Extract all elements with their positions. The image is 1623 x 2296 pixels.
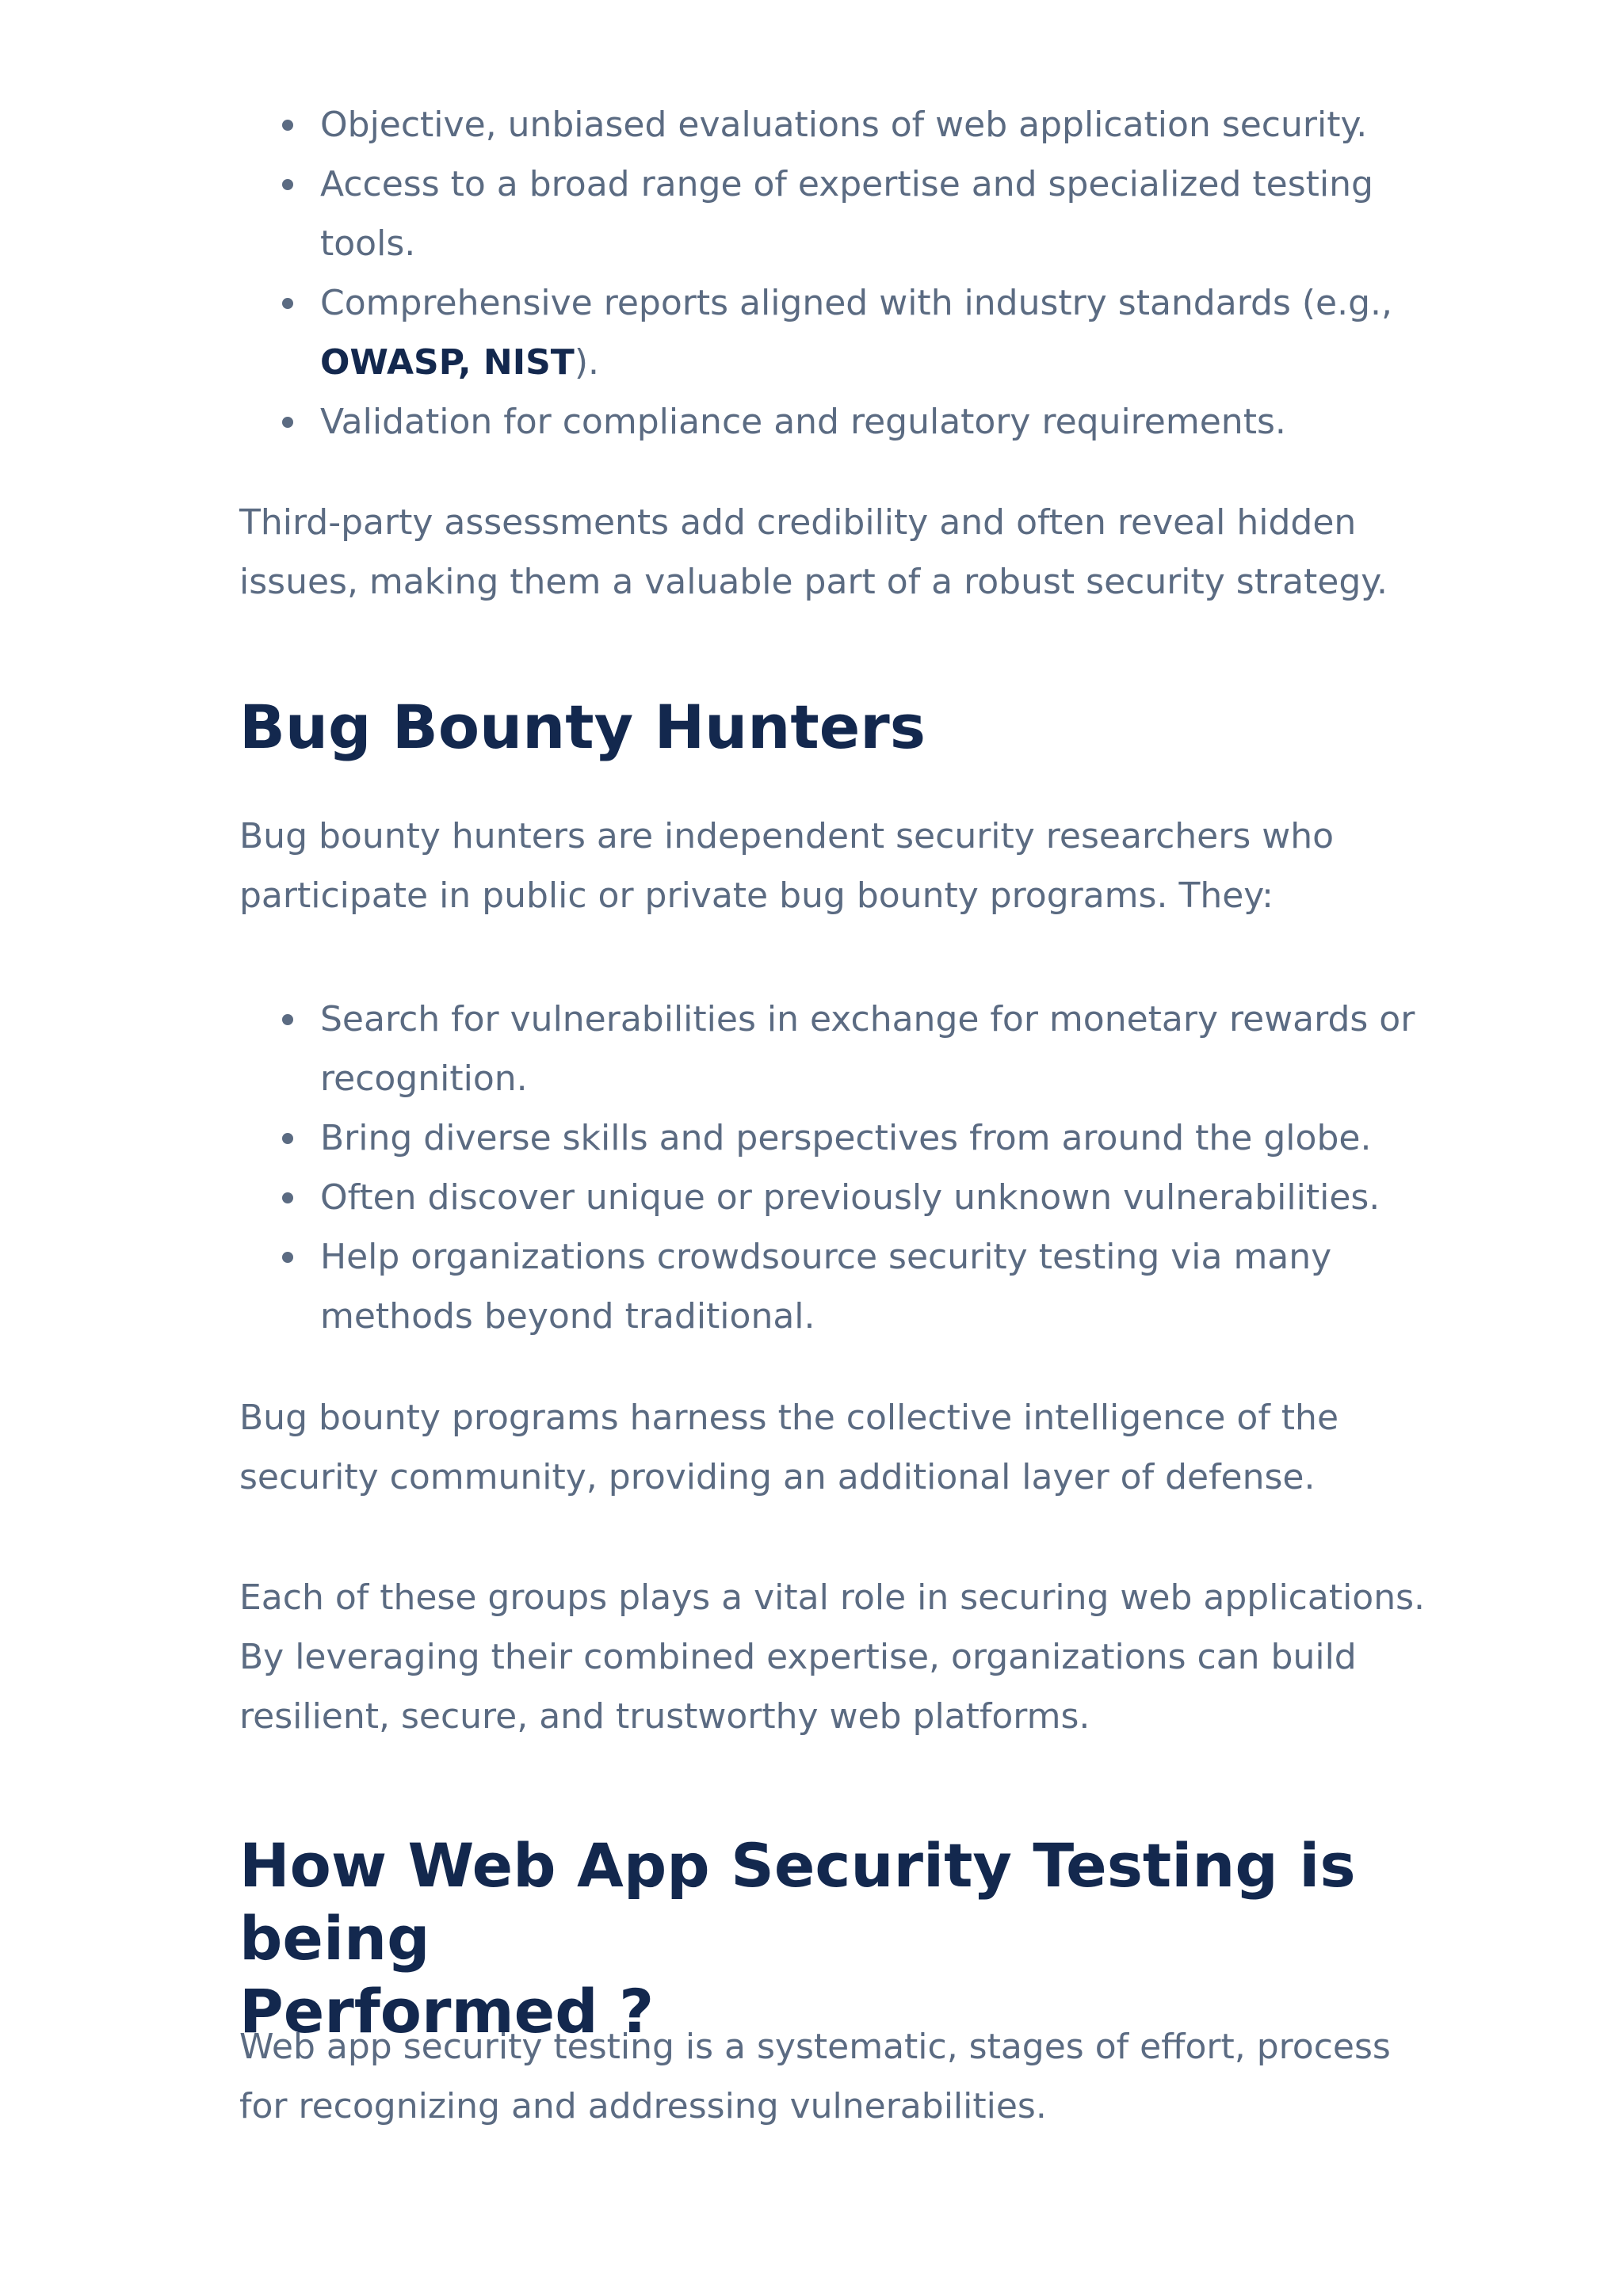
bullet-icon <box>282 120 293 131</box>
list-item-text: Often discover unique or previously unknown vulnerabilities. <box>320 1177 1381 1218</box>
bullet-icon <box>282 179 293 190</box>
list-item-text: Comprehensive reports aligned with industry standards (e.g., <box>320 283 1392 323</box>
how-testing-intro: Web app security testing is a systematic, stages of effort, process for recognizing and addressing vulnerabilities. <box>239 2027 1391 2126</box>
list-item <box>320 1168 1428 1227</box>
bug-bounty-intro: Bug bounty hunters are independent security researchers who participate in public or private bug bounty programs. They: <box>239 816 1335 916</box>
bullet-icon <box>282 1014 293 1025</box>
third-party-benefits-list <box>239 95 1428 452</box>
list-item-text: Bring diverse skills and perspectives from around the globe. <box>320 1118 1372 1158</box>
list-item-text: Help organizations crowdsource security testing via many methods beyond traditional. <box>320 1237 1332 1337</box>
standards-emphasis: OWASP, NIST <box>320 342 575 383</box>
list-item <box>320 990 1428 1108</box>
groups-paragraph: Each of these groups plays a vital role in securing web applications. By leveraging their combined expertise, organizations can build resilient, secure, and trustworthy web platforms. <box>239 1577 1426 1737</box>
bullet-icon <box>282 1252 293 1263</box>
list-item-text: Access to a broad range of expertise and specialized testing tools. <box>320 164 1373 264</box>
bug-bounty-heading: Bug Bounty Hunters <box>239 692 926 762</box>
bullet-icon <box>282 417 293 428</box>
how-testing-heading-line2: Performed ? <box>239 1976 655 2046</box>
list-item <box>320 273 1428 392</box>
list-item-text-suffix: ). <box>574 342 599 383</box>
how-testing-heading <box>239 1829 1428 2048</box>
bullet-icon <box>282 1133 293 1144</box>
list-item <box>320 1108 1428 1168</box>
list-item-text: Validation for compliance and regulatory requirements. <box>320 402 1286 442</box>
third-party-paragraph: Third-party assessments add credibility and often reveal hidden issues, making them a valuable part of a robust security strategy. <box>239 502 1388 602</box>
bullet-icon <box>282 298 293 309</box>
list-item <box>320 392 1428 452</box>
list-item <box>320 95 1428 154</box>
list-item-text: Objective, unbiased evaluations of web application security. <box>320 105 1368 145</box>
list-item <box>320 154 1428 273</box>
bug-bounty-closing: Bug bounty programs harness the collective intelligence of the security community, providing an additional layer of defense. <box>239 1398 1339 1497</box>
how-testing-heading-line1: How Web App Security Testing is being <box>239 1830 1356 1974</box>
list-item <box>320 1227 1428 1346</box>
list-item-text: Search for vulnerabilities in exchange for monetary rewards or recognition. <box>320 999 1415 1099</box>
bug-bounty-list <box>239 990 1428 1346</box>
bullet-icon <box>282 1192 293 1203</box>
